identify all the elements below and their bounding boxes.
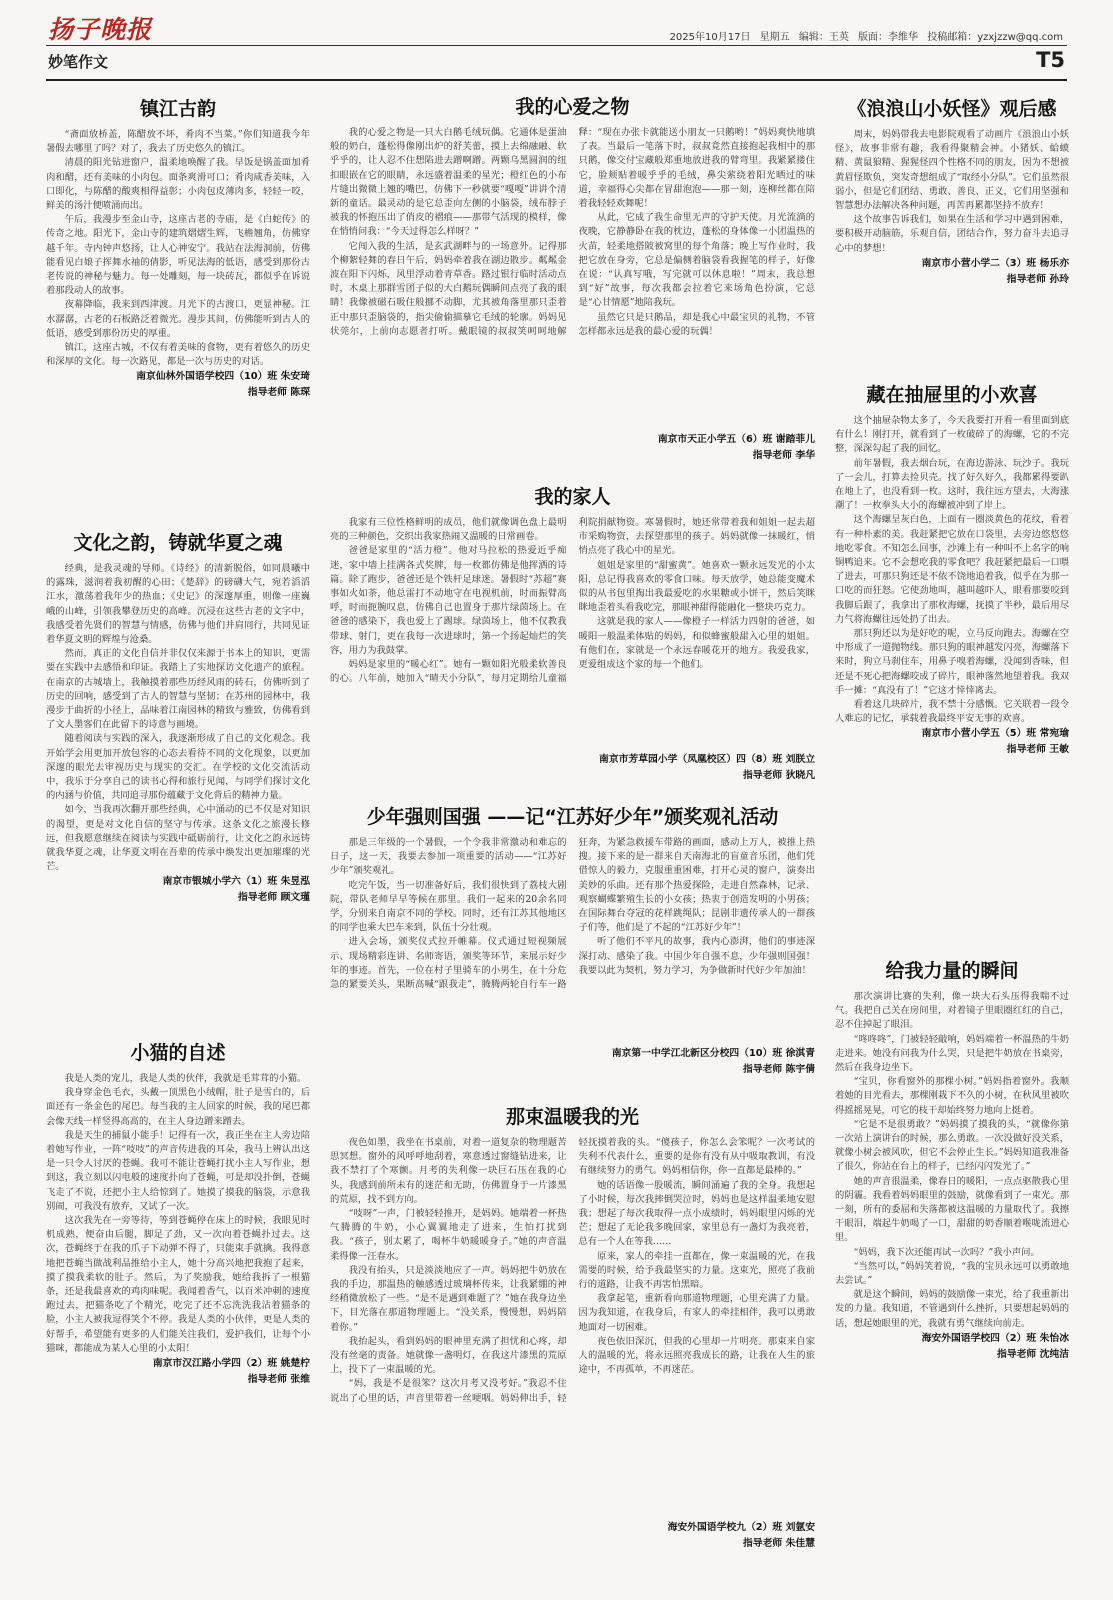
article-body: [330, 1136, 815, 1520]
article-title: 那束温暖我的光: [505, 1106, 639, 1128]
article-my-family: [330, 484, 815, 800]
paragraph: 我家有三位性格鲜明的成员，他们就像调色盘上最明亮的三种颜色，交织出我家热闹又温暖的日常画卷。: [330, 517, 567, 543]
layout-credit: 版面：李维华: [858, 32, 919, 43]
author-teacher: 指导老师 顾文瑾: [238, 892, 310, 904]
article-body: [330, 516, 815, 752]
author-teacher: 指导老师 陈宇倩: [743, 1064, 815, 1075]
author-school: 南京市小营小学五（5）班 常宛瑜: [921, 728, 1069, 740]
paragraph: “咚咚咚”，门被轻轻敲响，妈妈端着一杯温热的牛奶走进来。她没有问我为什么哭，只是把牛奶放在书桌旁，然后在我身边坐下。: [835, 1033, 1069, 1074]
issue-date: 2025年10月17日: [669, 32, 751, 43]
paragraph: 经典，是我灵魂的导师。《诗经》的清新脱俗，如同晨曦中的露珠，滋润着我初醒的心田；《楚辞》的磅礴大气，宛若滔滔江水，激荡着我年少的热血；《史记》的深邃厚重，则像一座巍峨的山峰，引领我攀登历史的高峰。沉浸在这些古老的文字中，我感受着先贤们的智慧与情感，仿佛与他们并肩同行，共同见证着华夏文明的辉煌与沧桑。: [46, 563, 310, 646]
paragraph: 妈妈是家里的“暖心红”。她有一颗如阳光般柔软善良的心。八年前，她加入“晴天小分队”，每月定期给儿童福利院捐献物资。寒暑假时，她还常带着我和姐姐一起去超市采购物资，去探望那里的孩子。妈妈就像一抹暖红，悄悄点亮了我心中的星光。: [330, 517, 815, 685]
paragraph: “妈，我是不是很笨？这次月考又没考好。”我忍不住说出了心里的话，声音里带着一丝哽咽。妈妈伸出手，轻轻抚摸着我的头。“傻孩子，你怎么会笨呢？一次考试的失利不代表什么，重要的是你有没有从中吸取教训，有没有继续努力的勇气。妈妈相信你，你一直都是最棒的。”: [330, 1137, 815, 1404]
article-strength-moment: [835, 958, 1069, 1568]
article-title: 镇江古韵: [139, 98, 216, 120]
paragraph: “当然可以，”妈妈笑着说，“我的宝贝永远可以勇敢地去尝试。”: [835, 1260, 1069, 1287]
paragraph: 我拿起笔，重新看向那道物理题，心里充满了力量。因为我知道，在我身后，有家人的牵挂相伴，我可以勇敢地面对一切困难。: [578, 1293, 815, 1333]
article-body: [330, 126, 815, 432]
author-school: 海安外国语学校四（2）班 朱怡冰: [921, 1332, 1069, 1344]
paragraph: 它闯入我的生活，是玄武湖畔与的一场意外。记得那个柳絮轻舞的春日午后，妈妈牵着我在湖边散步。粼粼金波在阳下闪烁，风里浮动着青草香。路过银行临时活动点时，木桌上那群雪团子似的大白鹅玩偶瞬间点亮了我的眼睛！我像被磁石吸住般挪不动脚，尤其被角落里那只歪着正中那只歪脑袋的，指尖偷偷描摹它毛绒的轮廓。妈妈见状莞尔，上前向志愿者打听。戴眼镜的叔叔笑呵呵地解释：“现在办张卡就能送小朋友一只鹅哟！”妈妈爽快地填了表。当最后一笔落下时，叔叔竟然直接抱起我相中的那只鹅，像交付宝藏般郑重地放进我的臂弯里。我紧紧搂住它，脸颊贴着暖乎乎的毛绒，鼻尖萦绕着阳光晒过的味道，幸福得心尖都在冒甜泡泡——那一刻，连柳丝都在陪着我轻轻欢舞呢！: [330, 127, 815, 337]
article-warm-light: [330, 1104, 815, 1568]
article-good-youth: [330, 804, 815, 1094]
author-teacher: 指导老师 孙玲: [1006, 273, 1069, 285]
author-teacher: 指导老师 张维: [247, 1374, 310, 1386]
article-body: [835, 128, 1069, 256]
author-school: 南京市小营小学二（3）班 杨乐亦: [921, 257, 1069, 269]
paragraph: 吃完午饭，当一切准备好后，我们很快到了荔枝大剧院，带队老师早早等候在那里。我们一起来的20余名同学，分别来自南京不同的学校。同时，还有江苏其他地区的同学也乘大巴车来到，队伍十分壮观。: [330, 879, 567, 934]
paragraph: 这个抽屉杂物太多了，今天我要打开看一看里面到底有什么！刚打开，就看到了一枚破碎了的海螺，它的不完整，深深勾起了我的回忆。: [835, 415, 1069, 455]
author-school: 南京第一中学江北新区分校四（10）班 徐淇青: [611, 1048, 815, 1059]
author-teacher: 指导老师 陈琛: [247, 387, 310, 399]
author-teacher: 指导老师 王敏: [1006, 744, 1069, 756]
paragraph: 午后，我漫步至金山寺，这座古老的寺庙，是《白蛇传》的传奇之地。阳光下，金山寺的建筑熠熠生辉，飞檐翘角，仿佛穿越千年。寺内钟声悠扬，让人心神安宁。我站在法海洞前，仿佛能看见白娘子挥舞水袖的倩影，听见法海的低语，感受到那份古老传说的神秘与魅力。每一处雕刻，每一块砖瓦，都似乎在诉说着那段动人的故事。: [46, 214, 310, 297]
section-title: 妙笔作文: [48, 53, 109, 71]
paragraph: 然而，真正的文化自信并非仅仅来源于书本上的知识，更需要在实践中去感悟和印证。我踏上了实地探访文化遗产的旅程。在南京的古城墙上，我触摸着那些历经风雨的砖石，仿佛听到了历史的回响，感受到了古人的智慧与坚韧；在苏州的园林中，我漫步于曲折的小径上，品味着江南园林的精致与雅致，仿佛看到了文人墨客们在此留下的诗意与画境。: [46, 648, 310, 731]
newspaper-logo: 扬子晚报: [48, 15, 153, 44]
article-body: [330, 836, 815, 1046]
author-teacher: 指导老师 狄晓凡: [743, 770, 815, 781]
article-beloved-toy: [330, 94, 815, 480]
article-title: 给我力量的瞬间: [885, 960, 1019, 982]
article-body: [46, 562, 310, 874]
paragraph: 那是三年级的一个暑假，一个令我非常激动和难忘的日子，这一天，我要去参加一项重要的活动——“江苏好少年”颁奖观礼。: [330, 837, 567, 877]
paragraph: 我的心爱之物是一只大白鹅毛绒玩偶。它通体是蛋油般的奶白，蓬松得像刚出炉的舒芙蕾，摸上去绵融融、软乎乎的，让人忍不住想陷进去蹭啊蹭。两颗乌黑圆润的纽扣眼嵌在它的眼睛，永远盛着温柔的星光；橙红色的小布片缝出微微上翘的嘴巴，仿佛下一秒就要“嘎嘎”讲讲个清新的童话。最灵动的是它总歪向左侧的小脑袋，绒布脖子被我的怀抱压出了俏皮的褶痕——那带气活现的模样，像在悄悄问我：“今天过得怎么样呀？”: [330, 127, 567, 238]
paragraph: “斋面放桥盖，陈醋放不坏，肴肉不当菜。”你们知道我今年暑假去哪里了吗？对了，我去了历史悠久的镇江。: [46, 129, 310, 155]
paragraph: 她的话语像一股暖流，瞬间涌遍了我的全身。我想起了小时候，每次我摔倒哭泣时，妈妈也是这样温柔地安慰我；想起了每次我取得一点小成绩时，妈妈眼里闪烁的光芒；想起了无论我多晚回家，家里总有一盏灯为我亮着，总有一个人在等我……: [578, 1179, 815, 1248]
article-title: 藏在抽屉里的小欢喜: [866, 384, 1038, 406]
section-rule: [46, 79, 1067, 81]
paragraph: 看着这几块碎片，我不禁十分感慨。它关联着一段令人难忘的记忆，承载着我最终平安无事的欢喜。: [835, 699, 1069, 725]
article-body: [835, 414, 1069, 726]
editor-credit: 编辑：王英: [798, 32, 849, 43]
paragraph: “宝贝，你看窗外的那棵小树。”妈妈指着窗外。我顺着她的目光看去，那棵刚栽下不久的小树，在秋风里被吹得摇摇晃晃，可它的枝干却始终努力地向上挺着。: [835, 1076, 1069, 1116]
author-school: 南京市芳草园小学（凤凰校区）四（8）班 刘朕立: [599, 754, 815, 765]
paragraph: 我身穿金色毛衣，头戴一顶黑色小绒帽，肚子是雪白的，后面还有一条金色的尾巴。每当我的主人回家的时候，我的尾巴都会像天线一样竖得高高的，在主人身边蹭来蹭去。: [46, 1087, 310, 1127]
submission-email: 投稿邮箱：yzxjzzw@qq.com: [927, 32, 1063, 43]
article-title: 小猫的自述: [130, 1042, 226, 1064]
paragraph: 我是人类的宠儿，我是人类的伙伴，我就是毛茸茸的小猫。: [64, 1073, 307, 1084]
header-rule: [46, 45, 1067, 46]
article-title: 《浪浪山小妖怪》观后感: [847, 98, 1057, 120]
paragraph: 从此，它成了我生命里无声的守护天使。月光流淌的夜晚，它静静卧在我的枕边，蓬松的身体像一小团温热的火苗，轻柔地搭陂被窝里的每个角落；晚上写作业时，我把它放在身旁，它总是偏侧着脑袋看我握笔的样子，好像在说：“认真写哦，写完就可以休息啦！”周末，我总想到“好”故事，每次我都会拉着它来场角色扮演，它总是“心甘情愿”地陪我玩。: [578, 212, 815, 309]
author-teacher: 指导老师 朱佳慧: [743, 1538, 815, 1549]
paragraph: 我没有抬头，只是淡淡地应了一声。妈妈把牛奶放在我的手边，那温热的触感透过玻璃杯传来，让我紧绷的神经稍微放松了一些。“是不是遇到难题了？”她在我身边坐下，目光落在那道物理题上。“没关系，慢慢想，妈妈陪着你。”: [330, 1264, 567, 1333]
author-school: 南京仙林外国语学校四（10）班 朱安琦: [136, 371, 310, 383]
article-little-monster-review: [835, 96, 1069, 352]
paragraph: 那只狗还以为是好吃的呢，立马反向跑去。海螺在空中形成了一道抛物线。那只狗的眼神越发闪亮，海螺落下来时，狗立马刹住车，用鼻子嗅着海螺，没闻到香味，但还是不死心把海螺咬成了碎片，眼神落然地望着我。我双手一摊：“真没有了！”它这才悻悻离去。: [835, 628, 1069, 696]
paragraph: “吱呀”一声，门被轻轻推开，是妈妈。她端着一杯热气腾腾的牛奶，小心翼翼地走了进来，生怕打扰到我。“孩子，别太累了，喝杯牛奶暖暖身子。”她的声音温柔得像一汪春水。: [330, 1208, 567, 1262]
paragraph: 这个海螺呈灰白色，上面有一圈淡黄色的花纹，看着有一种朴素的美。我赶紧把它放在口袋里，去旁边悠悠悠地吃零食。不知怎么回事，沙滩上有一种叫不上名字的响铜鸭追来。它不会想吃我的零食吧？我赶紧把最后一口喂了进去，可那只狗还是不依不饶地追着我，似乎在为那一口吃的而狂怒。它使劲地叫，越叫越吓人，眼看那要咬到我脚后跟了，我拿出了那枚海螺，抚摸了半秒，最后用尽力气将海螺往远处扔了出去。: [835, 514, 1069, 625]
paragraph: 前年暑假，我去烟台玩，在海边游泳、玩沙子。我玩了一会儿，打算去捡贝壳。找了好久好久，我都累得要趴在地上了，也没看到一枚。这时，我往远方望去，大海涨潮了！一枚拳头大小的海螺被冲到了岸上。: [835, 457, 1069, 512]
paragraph: 原来，家人的牵挂一直都在，像一束温暖的光，在我需要的时候，给予我最坚实的力量。这束光，照亮了我前行的道路，让我不再害怕黑暗。: [578, 1250, 815, 1291]
article-title: 我的家人: [534, 486, 611, 508]
article-body: [835, 990, 1069, 1331]
author-teacher: 指导老师 沈纯洁: [997, 1348, 1069, 1360]
author-school: 南京市银城小学六（1）班 朱昱泓: [162, 876, 310, 888]
paragraph: “妈妈，我下次还能再试一次吗？”我小声问。: [853, 1246, 1040, 1258]
paragraph: 夜色如墨，我坐在书桌前，对着一道复杂的物理题苦思冥想。窗外的风呼呼地刮着，寒意透过窗缝钻进来，让我不禁打了个寒颤。月考的失利像一块巨石压在我的心头，我感到前所未有的迷茫和无助，仿佛置身于一片漆黑的荒原，找不到方向。: [330, 1137, 567, 1205]
article-title: 我的心爱之物: [515, 96, 630, 118]
author-school: 海安外国语学校九（2）班 刘氩安: [667, 1522, 815, 1533]
article-drawer-joy: [835, 382, 1069, 940]
issue-weekday: 星期五: [759, 32, 790, 43]
article-title: 文化之韵，铸就华夏之魂: [73, 532, 283, 554]
paragraph: 这次我先在一旁等待，等到苍蝇停在床上的时候，我眼见时机成熟，便奋由后腿，脚足了劲，又一次向着苍蝇扑过去。这次，苍蝇终于在我的爪子下动弹不得了，只能束手就擒。我得意地把苍蝇当做战利品推给小主人，她十分高兴地把我抱了起来，摸了摸我柔软的肚子。然后，为了奖励我，她给我拆了一根猫条，还是我最喜欢的鸡肉味呢。我闻着香气，以百米冲刺的速度跑过去，把猫条吃了个精光，吃完了还不忘洗洗我沾着猫条的脸，小主人被我逗得笑个不停。我是人类的小伙伴，更是人类的好帮手，希望能有更多的人们能关注我们，爱护我们，让每个小猫咪，都能成为某人心里的小太阳！: [46, 1215, 310, 1354]
author-school: 南京市汉江路小学四（2）班 姚楚柠: [152, 1358, 310, 1370]
paragraph: 听了他们不平凡的故事，我内心澎湃，他们的事迹深深打动、感染了我。中国少年自强不息，少年强则国强！我要以此为契机，努力学习，为争做新时代好少年加油！: [578, 936, 815, 976]
author-school: 南京市天正小学五（6）班 谢踏菲儿: [657, 434, 815, 445]
paragraph: 这个故事告诉我们，如果在生活和学习中遇到困难，要积极开动脑筋，乐观自信，团结合作，努力奋斗去追寻心中的梦想！: [835, 214, 1069, 254]
paragraph: 虽然它只是只鹅品，却是我心中最宝贝的礼物，不管怎样都永远是我的最心爱的玩偶！: [578, 311, 815, 337]
paragraph: 随着阅读与实践的深入，我逐渐形成了自己的文化观念。我开始学会用更加开放包容的心态去看待不同的文化现象，以更加深邃的眼光去审视历史与现实的交汇。在学校的文化交流活动中，我乐于分享自己的读书心得和旅行见闻，与同学们探讨文化的内涵与价值，共同追寻那份蕴藏于文化背后的精神力量。: [46, 733, 310, 802]
article-kitten: [46, 1040, 310, 1565]
issue-info: [664, 28, 1063, 43]
paragraph: 如今，当我再次翻开那些经典，心中涌动的已不仅是对知识的渴望，更是对文化自信的坚守与传承。这条文化之旅漫长修远，但我愿意继续在阅读与实践中砥砺前行，让文化之韵永远铸就我华夏之魂，让华夏文明在吾辈的传承中焕发出更加璀璨的光芒。: [46, 804, 310, 873]
article-culture: [46, 530, 310, 1028]
paragraph: 这就是我的家人——像橙子一样活力四射的爸爸，如暖阳一般温柔体贴的妈妈，和似蜂蜜般甜入心里的姐姐。有他们在，家就是一个永远春暖花开的地方。我爱我家，更爱组成这个家的每一个他们。: [578, 616, 815, 671]
author-teacher: 指导老师 李华: [752, 450, 815, 461]
page-number: T5: [1036, 48, 1065, 72]
article-title: 少年强则国强 ——记“江苏好少年”颁奖观礼活动: [366, 806, 779, 828]
paragraph: 爸爸是家里的“活力橙”。他对马拉松的热爱近乎痴迷，家中墙上挂满各式奖牌，每一枚都仿佛是他挥洒的诗篇。除了跑步，爸爸还是个铁杆足球迷。暑假时“苏超”赛事如火如荼，他总雷打不动地守在电视机前，时而振臂高呼，时而扼腕叹息，仿佛自己也置身于那片绿茵场上。在爸爸的感染下，我也爱上了踢球。绿茵场上，他不仅教我带球、射门，更在我每一次进球时，第一个扬起灿烂的笑容，用力为我鼓掌。: [330, 545, 567, 656]
paragraph: 进入会场，颁奖仪式拉开帷幕。仪式通过短视频展示、现场精彩连讲、名师寄语，颁奖等环节，来展示好少年的事迹。首先，一位在村子里骑车的小男生，在十分危急的紧要关头，果断高喊“跟我走”，腾腾两轮自行车一路狂奔，为紧急救援车带路的画面，感动上万人，被推上热搜。接下来的是一群来自天南海北的盲童音乐团，他们凭借惊人的毅力，克服重重困难，打开心灵的窗户，演奏出美妙的乐曲。还有那个热爱探险，走进自然森林，记录、观察蝴蝶繁殖生长的小女孩；热衷于创造发明的小男孩；在国际舞台夺冠的花样跳绳队；昆剧非遗传承人的一群孩子们等，他们是了不起的“江苏好少年”！: [330, 837, 815, 991]
article-body: [46, 128, 310, 369]
paragraph: 清晨的阳光钻进窗户，温柔地唤醒了我。早饭是锅盖面加肴肉和醋，还有美味的小肉包。面条爽滑可口；肴肉咸香美味，入口即化，与陈醋的酸爽相得益彰；小肉包皮薄肉多，轻轻一咬，鲜美的汤汁便喷涌而出。: [46, 157, 310, 212]
paragraph: 我是天生的捕鼠小能手！记得有一次，我正坐在主人旁边陪着她写作业，一阵“吱吱”的声音传进我的耳朵，我马上辨认出这是一只令人讨厌的苍蝇。我可不能让苍蝇打扰小主人写作业，想到这，我立刻以闪电般的速度扑向了苍蝇，可是却没扑倒，苍蝇飞走了不说，还把小主人给惊到了。她摸了摸我的脑袋，示意我别闹，可我没有放弃，又试了一次。: [46, 1129, 310, 1212]
paragraph: 她的声音很温柔，像春日的暖阳，一点点驱散我心里的阴霾。我看着妈妈眼里的鼓励，就像看到了一束光。那一刻，所有的委屈和失落都被这温暖的力量取代了。我擦干眼泪，端起牛奶喝了一口，甜甜的奶香顺着喉咙流进心里。: [835, 1175, 1069, 1244]
article-zhenjiang: [46, 96, 310, 520]
article-body: [46, 1072, 310, 1356]
paragraph: 夜色依旧深沉，但我的心里却一片明亮。那束来自家人的温暖的光，将永远照亮我成长的路，让我在人生的旅途中，不再孤单，不再迷茫。: [578, 1335, 815, 1376]
paragraph: 我抬起头，看到妈妈的眼神里充满了担忧和心疼，却没有丝毫的责备。她就像一盏明灯，在我这片漆黑的荒原上，投下了一束温暖的光。: [330, 1335, 567, 1376]
paragraph: “它是不是很勇敢？”妈妈摸了摸我的头，“就像你第一次站上演讲台的时候，那么勇敢。一次没做好没关系，就像小树会被风吹，但它不会停止生长。”妈妈知道我准备了很久，你站在台上的样子，已经闪闪发光了。”: [835, 1118, 1069, 1173]
paragraph: 就是这个瞬间，妈妈的鼓励像一束光，给了我重新出发的力量。我知道，不管遇到什么挫折，只要想起妈妈的话，想起她眼里的光，我就有勇气继续向前走。: [835, 1289, 1069, 1329]
paragraph: 镇江，这座古城，不仅有着美味的食物，更有着悠久的历史和深厚的文化。每一次路见，都是一次与历史的对话。: [46, 342, 310, 368]
paragraph: 夜幕降临，我来到西津渡。月光下的古渡口，更显神秘。江水潺潺，古老的石板路泛着微光。漫步其间，仿佛能听到古人的低语，感受到那份历史的厚重。: [46, 299, 310, 339]
paragraph: 那次演讲比赛的失利，像一块大石头压得我喘不过气。我把自己关在房间里，对着镜子里眼圈红红的自己，忍不住掉起了眼泪。: [835, 991, 1069, 1031]
paragraph: 姐姐是家里的“甜蜜黄”。她喜欢一颗永远发光的小太阳，总记得我喜欢的零食口味。每天放学，她总能变魔术似的从书包里掏出我最爱吃的水果糖或小饼干，然后笑眯眯地歪着头看我吃完，那眼神甜得能融化一整块巧克力。: [578, 559, 815, 614]
paragraph: 周末，妈妈带我去电影院观看了动画片《浪浪山小妖怪》，故事非常有趣，我看得聚精会神。小猪妖、蛤蟆精、黄鼠狼精、猩猩怪四个性格不同的朋友，因为不想被黄眉怪欺负，突发奇想组成了“取经小分队”。它们虽然很弱小，但是它们团结、勇敢、善良、正义，它们用坚强和智慧想办法解决各种问题，再苦再累都坚持不放弃！: [835, 129, 1069, 212]
